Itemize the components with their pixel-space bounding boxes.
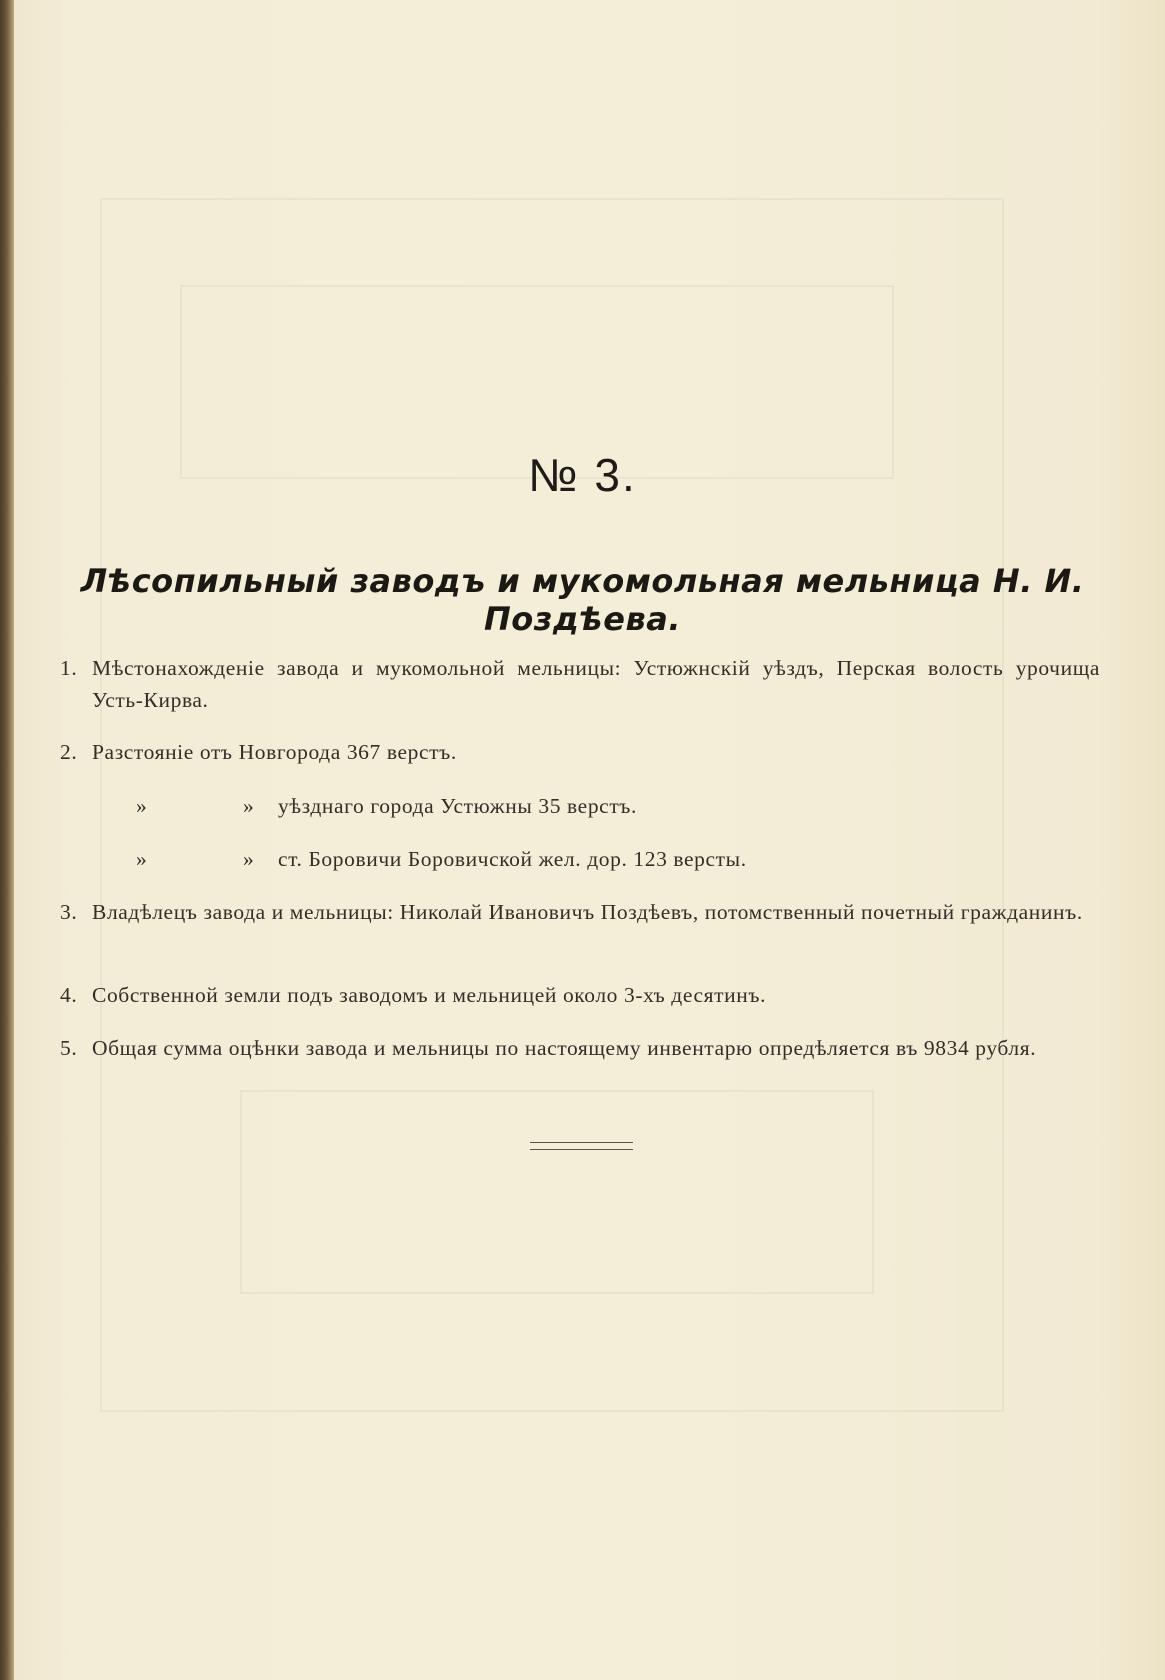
ditto-mark: » (136, 847, 148, 871)
closing-double-rule (530, 1142, 633, 1150)
list-item (60, 652, 1100, 716)
list-item (60, 736, 1100, 768)
document-title: Лѣсопильный заводъ и мукомольная мельница Н. И. Поздѣева. (80, 562, 1085, 638)
item-text: Общая сумма оцѣнки завода и мельницы по настоящему инвентарю опредѣляется въ 9834 рубля. (92, 1036, 1037, 1060)
show-through-frame (240, 1090, 874, 1294)
item-number: 5. (60, 1036, 78, 1060)
item-number: 4. (60, 983, 78, 1007)
document-number: № 3. (528, 449, 637, 501)
list-item (60, 1032, 1100, 1064)
item-number: 3. (60, 900, 78, 924)
list-item (60, 896, 1100, 928)
list-item (60, 979, 1100, 1011)
item-text: Владѣлецъ завода и мельницы: Николай Ивановичъ Поздѣевъ, потомственный почетный гражданинъ. (92, 900, 1083, 924)
subitem-text: уѣзднаго города Устюжны 35 верстъ. (278, 794, 638, 818)
item-number: 1. (60, 656, 78, 680)
item-text: Мѣстонахожденіе завода и мукомольной мельницы: Устюжнскій уѣздъ, Перская волость урочища Усть-Кирва. (92, 656, 1100, 712)
item-number: 2. (60, 740, 78, 764)
book-spine-shadow (0, 0, 14, 1680)
item-text: Собственной земли подъ заводомъ и мельницей около 3-хъ десятинъ. (92, 983, 767, 1007)
item-text: Разстояніе отъ Новгорода 367 верстъ. (92, 740, 457, 764)
ditto-mark: » (136, 794, 148, 818)
ditto-mark: » (243, 794, 255, 818)
subitem-text: ст. Боровичи Боровичской жел. дор. 123 версты. (278, 847, 747, 871)
ditto-mark: » (243, 847, 255, 871)
